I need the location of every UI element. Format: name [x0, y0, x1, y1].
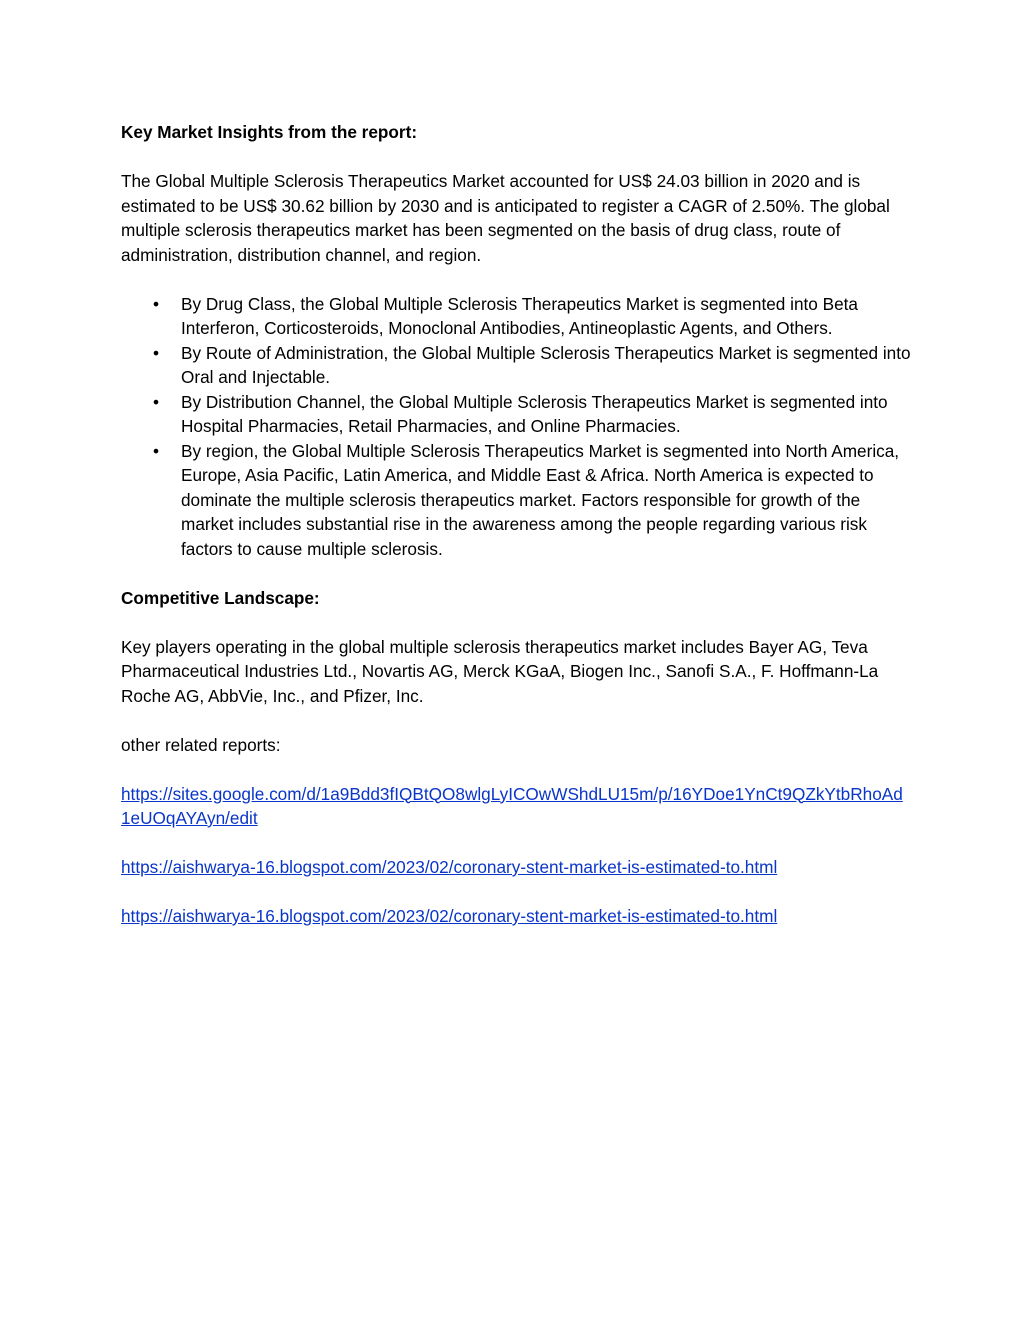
- list-item: [121, 341, 911, 390]
- spacer: [121, 831, 911, 856]
- list-item-text: By Drug Class, the Global Multiple Sclerosis Therapeutics Market is segmented into Beta Interferon, Corticosteroids, Monoclonal Antibodies, Antineoplastic Agents, and Others.: [181, 293, 858, 338]
- list-item-text: By Route of Administration, the Global Multiple Sclerosis Therapeutics Market is segmented into Oral and Injectable.: [181, 342, 911, 387]
- related-report-link-1[interactable]: https://sites.google.com/d/1a9Bdd3fIQBtQO8wlgLyICOwWShdLU15m/p/16YDoe1YnCt9QZkYtbRhoAd1eUOqAYAyn/edit: [121, 783, 903, 828]
- spacer: [121, 610, 911, 635]
- list-item: [121, 439, 911, 562]
- related-report-link-3[interactable]: https://aishwarya-16.blogspot.com/2023/02/coronary-stent-market-is-estimated-to.html: [121, 906, 778, 926]
- related-report-link-2[interactable]: https://aishwarya-16.blogspot.com/2023/02/coronary-stent-market-is-estimated-to.html: [121, 857, 778, 877]
- spacer: [121, 708, 911, 733]
- segment-list: [121, 292, 911, 562]
- competitive-text: Key players operating in the global multiple sclerosis therapeutics market includes Bayer AG, Teva Pharmaceutical Industries Ltd., Novartis AG, Merck KGaA, Biogen Inc., Sanofi S.A., F. Hoffmann-La Roche AG, AbbVie, Inc., and Pfizer, Inc.: [121, 636, 879, 706]
- competitive-heading: Competitive Landscape:: [121, 587, 320, 608]
- insights-heading: Key Market Insights from the report:: [121, 122, 418, 142]
- bullet-icon: •: [153, 391, 160, 412]
- list-item: [121, 292, 911, 341]
- spacer: [121, 880, 911, 905]
- related-reports-label: other related reports:: [121, 734, 281, 755]
- bullet-icon: •: [153, 440, 160, 461]
- list-item-text: By Distribution Channel, the Global Multiple Sclerosis Therapeutics Market is segmented into Hospital Pharmacies, Retail Pharmacies, and Online Pharmacies.: [181, 391, 888, 436]
- list-item: [121, 390, 911, 439]
- spacer: [121, 757, 911, 782]
- bullet-icon: •: [153, 293, 160, 314]
- list-item-text: By region, the Global Multiple Sclerosis Therapeutics Market is segmented into North America, Europe, Asia Pacific, Latin America, and Middle East & Africa. North America is expected to dominate the multiple sclerosis therapeutics market. Factors responsible for growth of the market includes substantial rise in the awareness among the people regarding various risk factors to cause multiple sclerosis.: [181, 440, 900, 559]
- spacer: [121, 561, 911, 586]
- document-page: [121, 120, 911, 929]
- spacer: [121, 145, 911, 170]
- spacer: [121, 267, 911, 292]
- bullet-icon: •: [153, 342, 160, 363]
- insights-intro: The Global Multiple Sclerosis Therapeutics Market accounted for US$ 24.03 billion in 2020 and is estimated to be US$ 30.62 billion by 2030 and is anticipated to register a CAGR of 2.50%. The global multiple sclerosis therapeutics market has been segmented on the basis of drug class, route of administration, distribution channel, and region.: [121, 171, 890, 265]
